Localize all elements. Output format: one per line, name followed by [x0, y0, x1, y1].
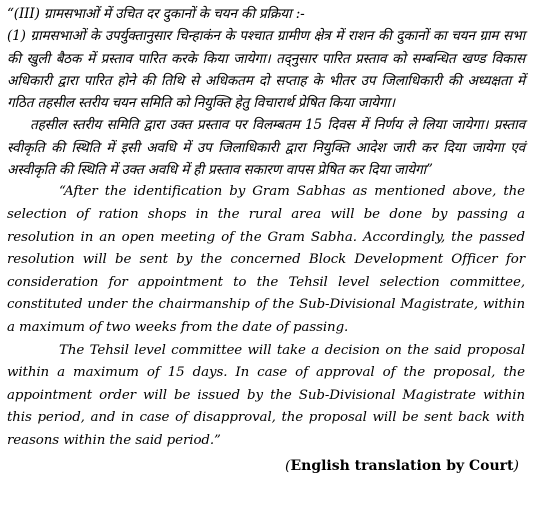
hindi-paragraph-2: तहसील स्तरीय समिति द्वारा उक्त प्रस्ताव पर विलम्बतम 15 दिवस में निर्णय ले लिया जायेगा। प्रस्ताव स्वीकृति की स्थिति में इसी अवधि में उप जिलाधिकारी द्वारा नियुक्ति आदेश जारी कर दिया जायेगा एवं अस्वीकृति की स्थिति में उक्त अवधि में ही प्रस्ताव सकारण वापस प्रेषित कर दिया जायेगा” [7, 117, 525, 179]
credit-close-paren: ) [513, 457, 519, 474]
credit-open-paren: ( [285, 457, 291, 474]
english-paragraph-1: “After the identification by Gram Sabhas as mentioned above, the selection of ration shops in the rural area will be done by passing a resolution in an open meeting of the Gram Sabha. Accordingly, the passed resolution will be sent by the concerned Block Development Officer for consideration for appointment to the Tehsil level selection committee, constituted under the chairmanship of the Sub-Divisional Magistrate, within a maximum of two weeks from the date of passing. [7, 184, 525, 335]
hindi-heading: “(III) ग्रामसभाओं में उचित दर दुकानों के चयन की प्रक्रिया :- [7, 6, 305, 22]
english-paragraph-2: The Tehsil level committee will take a decision on the said proposal within a maximum of 15 days. In case of approval of the proposal, the appointment order will be issued by the Sub-Divisional Magistrate within this period, and in case of disapproval, the proposal will be sent back with reasons within the said period.” [7, 342, 525, 448]
credit-text: English translation by Court [290, 457, 514, 474]
translation-credit [7, 458, 519, 474]
hindi-paragraph-1: (1) ग्रामसभाओं के उपर्युक्तानुसार चिन्हाकंन के पश्चात ग्रामीण क्षेत्र में राशन की दुकानों का चयन ग्राम सभा की खुली बैठक में प्रस्ताव पारित करके किया जायेगा। तद्नुसार पारित प्रस्ताव को सम्बन्धित खण्ड विकास अधिकारी द्वारा पारित होने की तिथि से अधिकतम दो सप्ताह के भीतर उप जिलाधिकारी की अध्यक्षता में गठित तहसील स्तरीय चयन समिति को नियुक्ति हेतु विचारार्थ प्रेषित किया जायेगा। [7, 28, 525, 112]
document-page [7, 3, 525, 474]
